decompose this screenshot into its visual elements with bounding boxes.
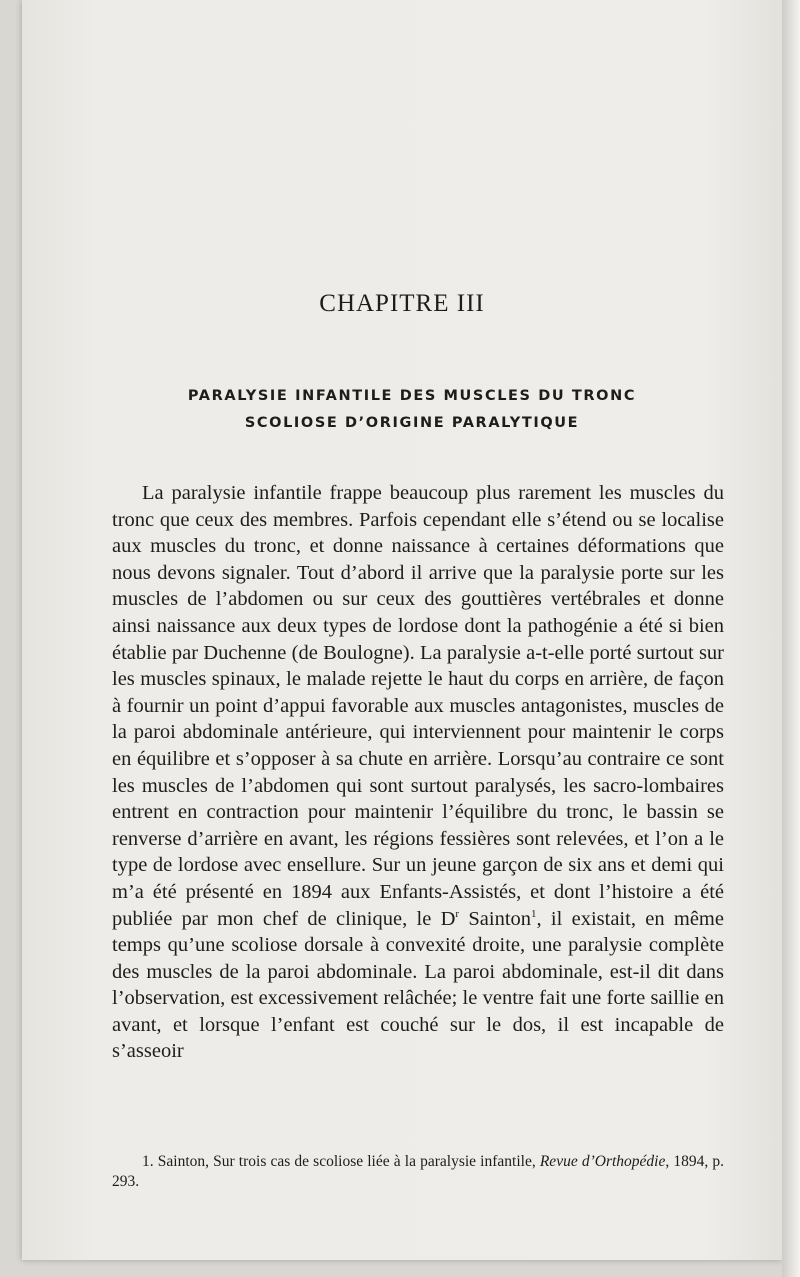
doctor-abbrev-superscript: r [455,907,460,920]
body-paragraph [112,480,724,1065]
section-title-line-1: PARALYSIE INFANTILE DES MUSCLES DU TRONC [187,388,637,404]
body-text-part-3: , il existait, en même temps qu’une scoliose dorsale à convexité droite, une paralysie complète des muscles de la paroi abdominale. La paroi abdominale, est-il dit dans l’observation, est excessivement relâchée; le ventre fait une forte saillie en avant, et lorsque l’enfant est couché sur le dos, il est incapable de s’asseoir [112,907,724,1063]
footnote-lead: 1. Sainton, Sur trois cas de scoliose liée à la paralysie infantile, [142,1153,540,1170]
footnote [112,1152,724,1192]
scan-edge [782,0,800,1277]
section-title [102,383,722,437]
section-title-line-2: SCOLIOSE D’ORIGINE PARALYTIQUE [244,415,580,431]
body-text-part-1: La paralysie infantile frappe beaucoup plus rarement les muscles du tronc que ceux des membres. Parfois cependant elle s’étend ou se localise aux muscles du tronc, et donne naissance à certaines déformations que nous devons signaler. Tout d’abord il arrive que la paralysie porte sur les muscles de l’abdomen ou sur ceux des gouttières vertébrales et donne ainsi naissance aux deux types de lordose dont la pathogénie a été si bien établie par Duchenne (de Boulogne). La paralysie a-t-elle porté surtout sur les muscles spinaux, le malade rejette le haut du corps en arrière, de façon à fournir un point d’appui favorable aux muscles antagonistes, muscles de la paroi abdominale antérieure, qui interviennent pour maintenir le corps en équilibre et s’opposer à sa chute en arrière. Lorsqu’au contraire ce sont les muscles de l’abdomen qui sont surtout paralysés, les sacro-lombaires entrent en contraction pour maintenir l’équilibre du tronc, le bassin se renverse d’arrière en avant, les régions fessières sont relevées, et l’on a le type de lordose avec ensellure. Sur un jeune garçon de six ans et demi qui m’a été présenté en 1894 aux Enfants-Assistés, et dont l’histoire a été publiée par mon chef de clinique, le D [112,482,724,930]
footnote-journal: Revue d’Orthopédie [539,1153,666,1170]
show-through-text [82,60,742,89]
body-text-part-2: Sainton [459,907,532,930]
book-page [22,0,782,1260]
footnote-tail: , 1894, p. 293. [112,1153,725,1190]
footnote-marker: 1 [531,907,537,920]
chapter-title: CHAPITRE III [319,290,485,317]
